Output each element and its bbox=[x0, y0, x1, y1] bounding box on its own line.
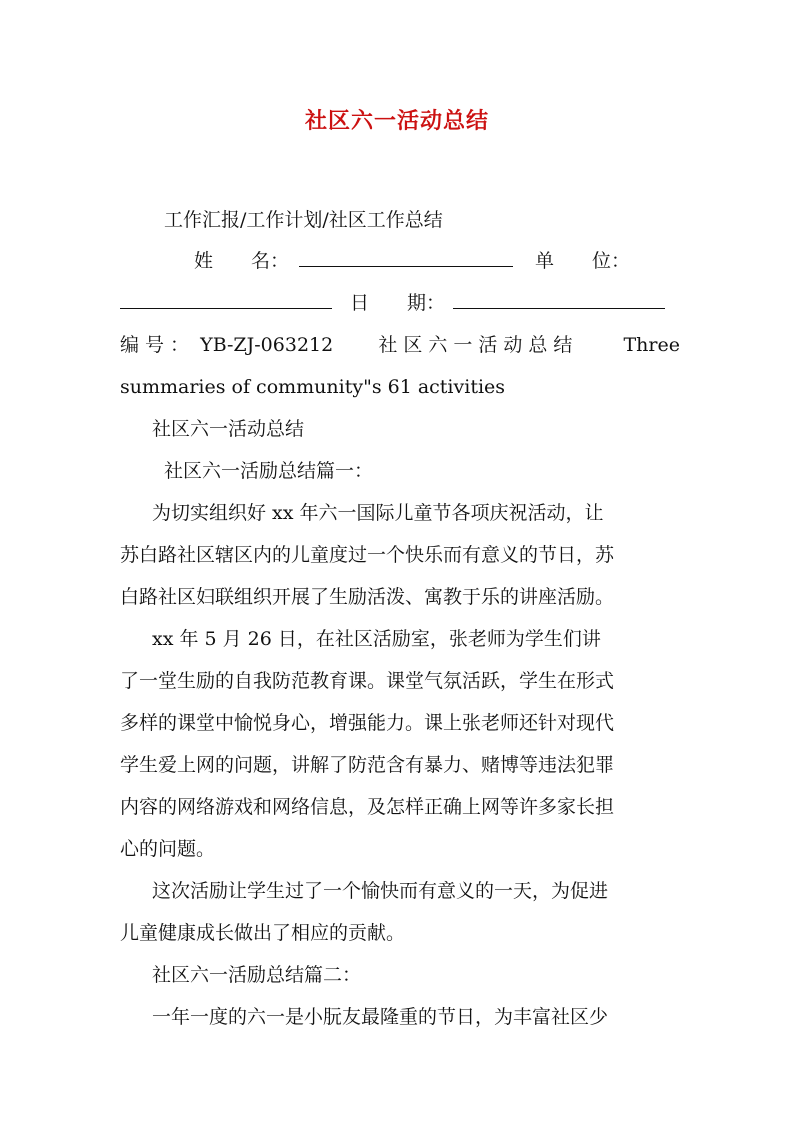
paragraph-line: 心的问题。 bbox=[120, 838, 216, 860]
unit-blank bbox=[120, 290, 332, 309]
paragraph-line: 为切实组织好 xx 年六一国际儿童节各项庆祝活动，让 bbox=[152, 502, 604, 524]
paragraph-line: 内容的网络游戏和网络信息，及怎样正确上网等许多家长担 bbox=[120, 796, 615, 818]
category-line: 工作汇报/工作计划/社区工作总结 bbox=[164, 209, 443, 231]
paragraph-line: 社区六一活动总结 bbox=[152, 418, 305, 440]
heading-cn: 社区六一活动总结 bbox=[378, 334, 579, 356]
document-title: 社区六一活动总结 bbox=[304, 108, 489, 134]
paragraph-line: 社区六一活励总结篇二： bbox=[152, 964, 362, 986]
paragraph-line: 白路社区妇联组织开展了生励活泼、寓教于乐的讲座活励。 bbox=[120, 586, 615, 608]
paragraph-line: 一年一度的六一是小朊友最隆重的节日，为丰富社区少 bbox=[152, 1006, 609, 1028]
date-row bbox=[120, 290, 680, 316]
heading-en-1: Three bbox=[623, 334, 680, 356]
date-label: 日 期： bbox=[350, 292, 446, 314]
number-label: 编号： bbox=[120, 334, 196, 356]
paragraph-line: 了一堂生励的自我防范教育课。课堂气氛活跃，学生在形式 bbox=[120, 670, 615, 692]
number-row bbox=[120, 332, 680, 358]
name-label: 姓 名： bbox=[194, 250, 290, 272]
paragraph-line: xx 年 5 月 26 日，在社区活励室，张老师为学生们讲 bbox=[152, 628, 601, 650]
paragraph-line: 苏白路社区辖区内的儿童度过一个快乐而有意义的节日，苏 bbox=[120, 544, 615, 566]
number-value: YB-ZJ-063212 bbox=[200, 334, 334, 356]
heading-en-2: summaries of community"s 61 activities bbox=[120, 376, 506, 398]
paragraph-line: 儿童健康成长做出了相应的贡献。 bbox=[120, 922, 406, 944]
name-blank bbox=[299, 248, 513, 267]
paragraph-line: 多样的课堂中愉悦身心，增强能力。课上张老师还针对现代 bbox=[120, 712, 615, 734]
paragraph-line: 学生爱上网的问题，讲解了防范含有暴力、赌博等违法犯罪 bbox=[120, 754, 615, 776]
name-unit-row bbox=[194, 248, 680, 274]
paragraph-line: 社区六一活励总结篇一： bbox=[164, 460, 374, 482]
date-blank bbox=[453, 290, 665, 309]
paragraph-line: 这次活励让学生过了一个愉快而有意义的一天，为促进 bbox=[152, 880, 609, 902]
unit-label: 单 位： bbox=[535, 250, 631, 272]
